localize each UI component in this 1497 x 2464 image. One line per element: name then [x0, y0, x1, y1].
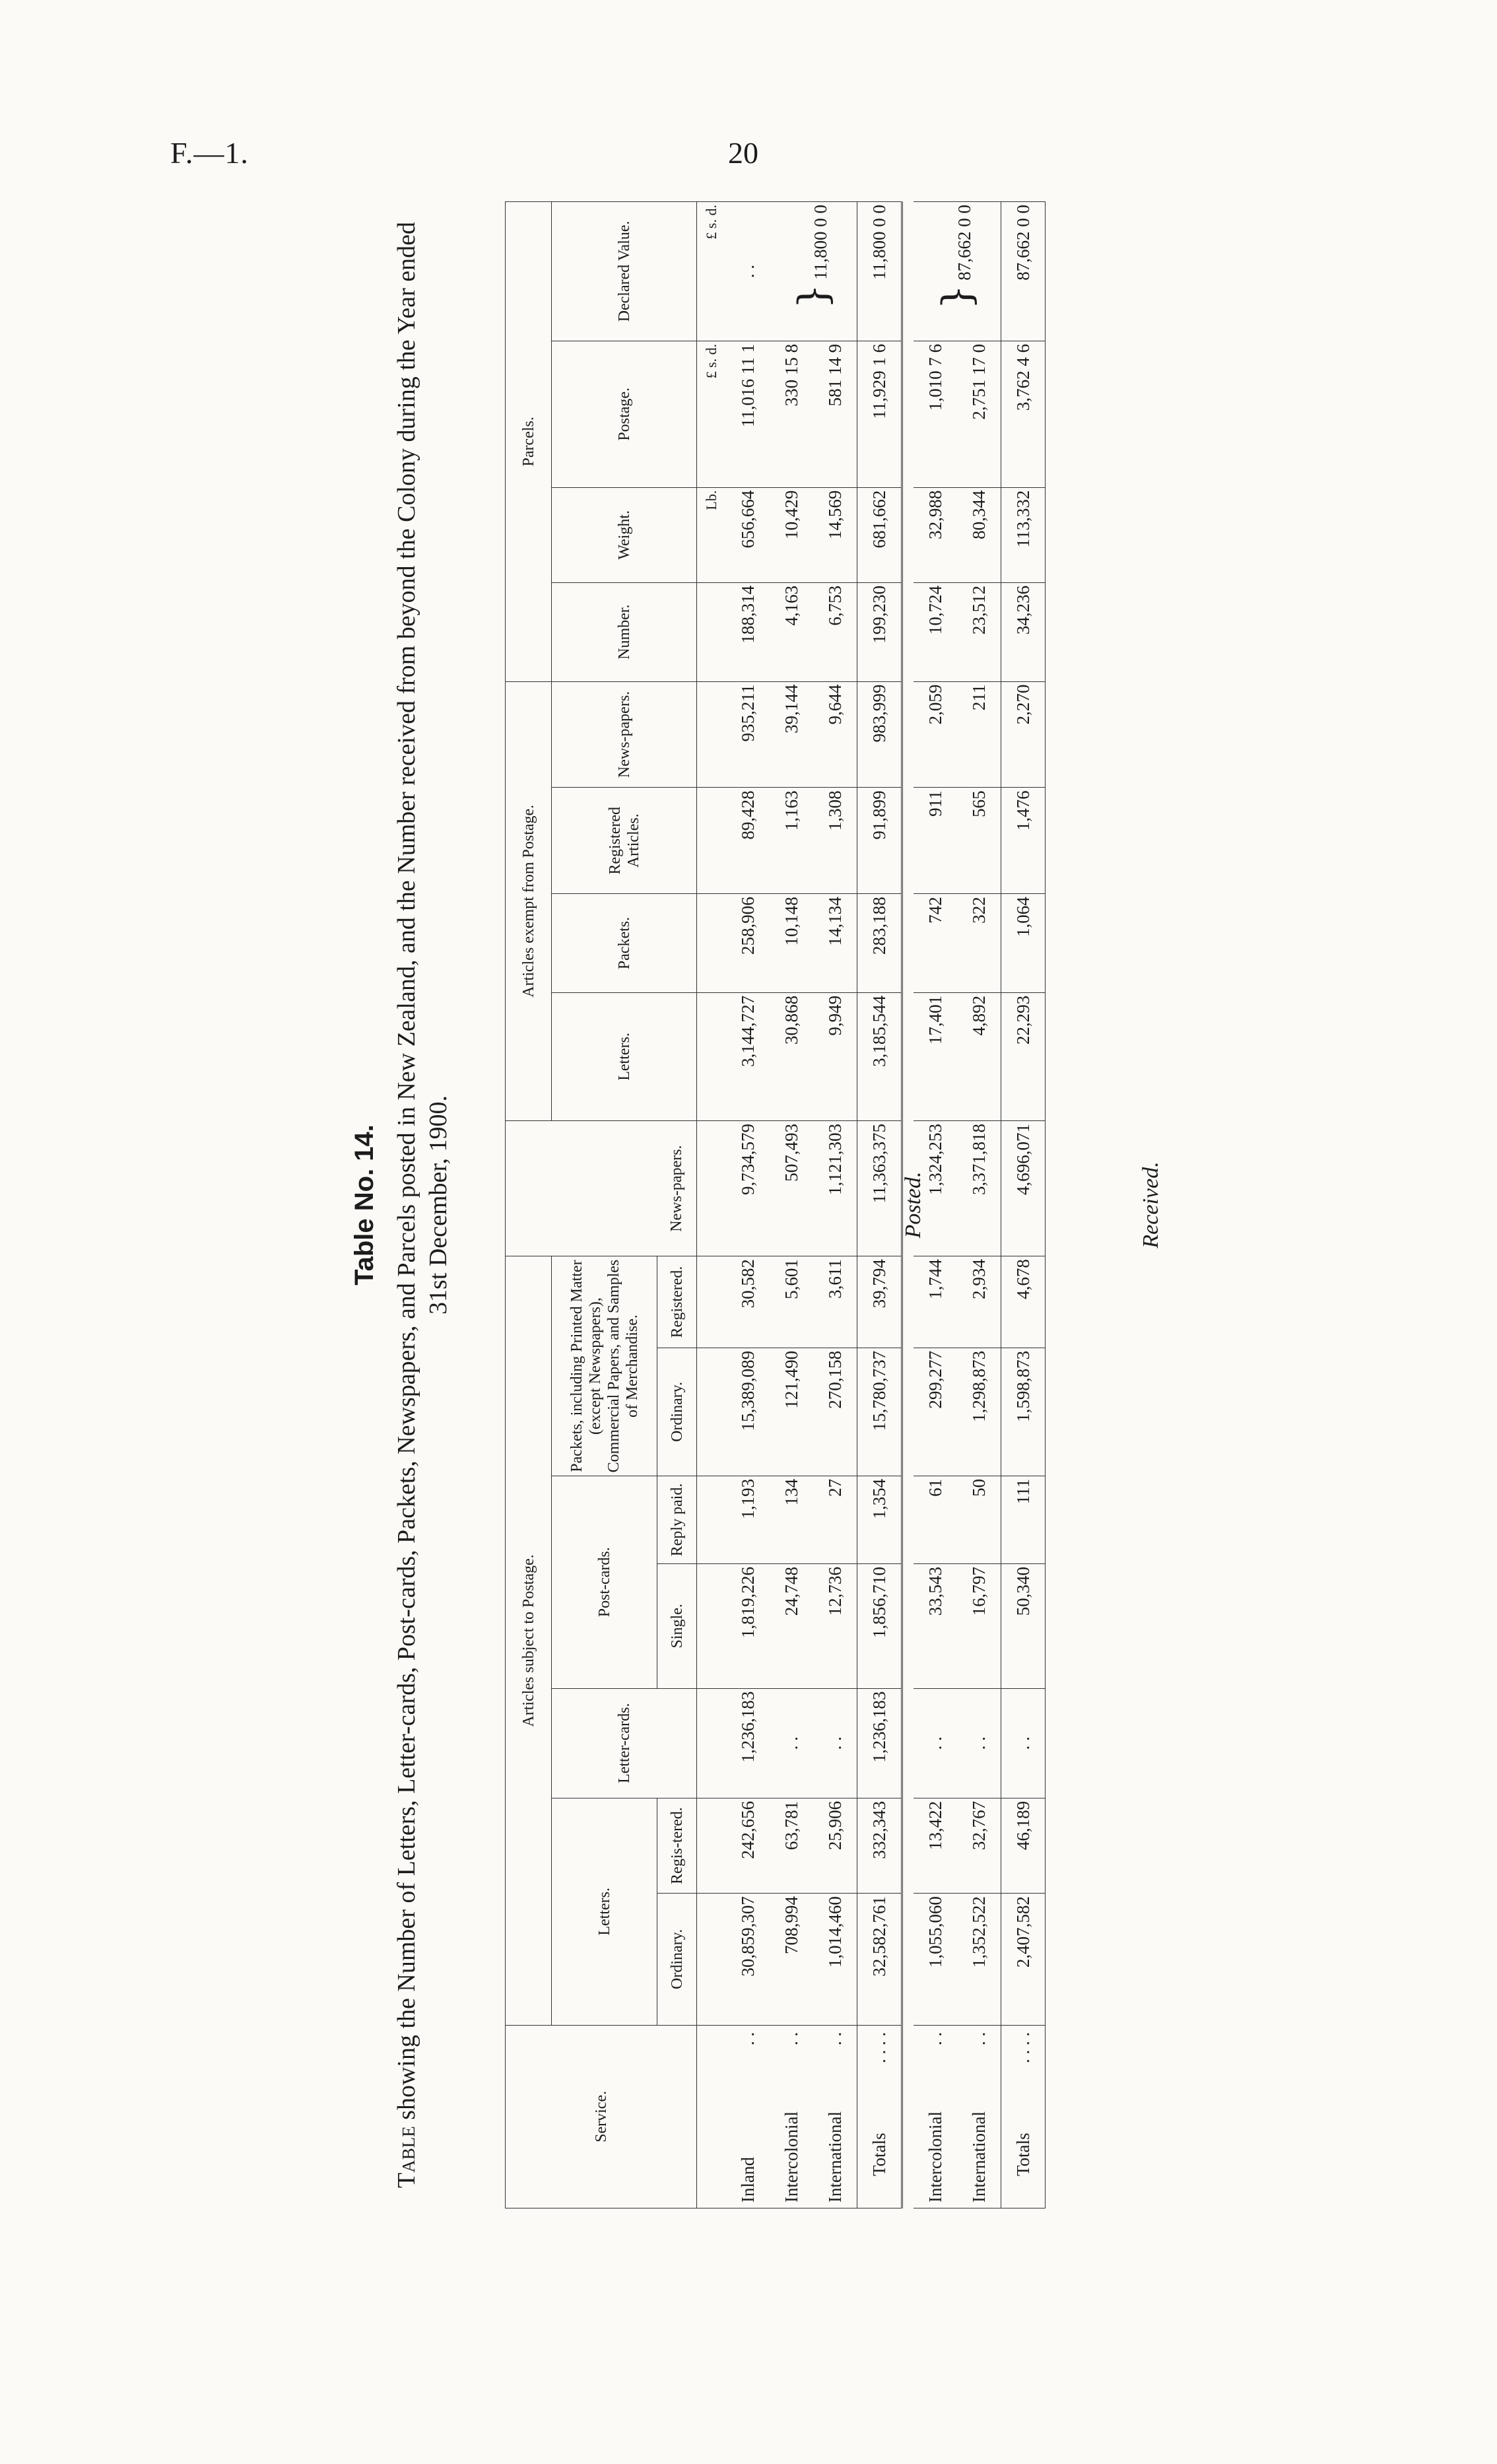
cell: 13,422 [914, 1798, 957, 1893]
cell: 2,407,582 [1001, 1894, 1046, 2026]
table-row [726, 202, 770, 2208]
totals-row [1001, 202, 1046, 2208]
service-name: International . . [813, 2025, 857, 2208]
table-title [391, 201, 454, 2208]
header-parcel-postage: Postage. [552, 341, 697, 487]
cell: 4,696,071 [1001, 1121, 1046, 1256]
cell: 32,767 [957, 1798, 1001, 1893]
cell: 2,059 [914, 681, 957, 788]
cell: 199,230 [857, 582, 902, 681]
cell: 9,644 [813, 681, 857, 788]
cell: 113,332 [1001, 487, 1046, 582]
header-packets-registered: Registered. [657, 1256, 697, 1348]
cell: 11,363,375 [857, 1121, 902, 1256]
table-row [770, 202, 813, 2208]
cell: 1,352,522 [957, 1894, 1001, 2026]
table-title-rest: showing the Number of Letters, Letter-cards, Post-cards, Packets, Newspapers, and Parcels posted in New Zealand, and the Number received from beyond the Colony during the Year ended 31st December, 1900. [393, 222, 452, 2120]
cell: 5,601 [770, 1256, 813, 1348]
declared-value-combined: }11,800 0 0 [770, 202, 857, 341]
cell: 4,892 [957, 992, 1001, 1120]
cell: 581 14 9 [813, 341, 857, 487]
header-letters: Letters. [552, 1798, 657, 2025]
cell: 39,144 [770, 681, 813, 788]
header-parcel-number: Number. [552, 582, 697, 681]
cell: 15,389,089 [726, 1348, 770, 1476]
cell: 507,493 [770, 1121, 813, 1256]
header-postcards-single: Single. [657, 1564, 697, 1689]
header-ex-newspapers: News-papers. [552, 681, 697, 788]
cell: 565 [957, 788, 1001, 894]
units-row [697, 202, 727, 2208]
cell: 1,236,183 [857, 1688, 902, 1798]
cell: 188,314 [726, 582, 770, 681]
cell: 11,800 0 0 [857, 202, 902, 341]
table-title-lead: Table [393, 2126, 420, 2189]
cell: 332,343 [857, 1798, 902, 1893]
cell: 39,794 [857, 1256, 902, 1348]
cell: 283,188 [857, 894, 902, 993]
header-letter-cards: Letter-cards. [552, 1688, 697, 1798]
table-row [813, 202, 857, 2208]
cell: 1,819,226 [726, 1564, 770, 1689]
cell: 1,010 7 6 [914, 341, 957, 487]
cell: 4,678 [1001, 1256, 1046, 1348]
cell: 1,598,873 [1001, 1348, 1046, 1476]
cell: 30,868 [770, 992, 813, 1120]
cell: 1,298,873 [957, 1348, 1001, 1476]
header-ex-letters: Letters. [552, 992, 697, 1120]
cell: 10,429 [770, 487, 813, 582]
declared-value-combined: }87,662 0 0 [914, 202, 1001, 341]
cell: 14,134 [813, 894, 857, 993]
page-identifier: F.—1. [170, 136, 249, 170]
cell: 17,401 [914, 992, 957, 1120]
service-name: Intercolonial . . [770, 2025, 813, 2208]
header-post-cards: Post-cards. [552, 1476, 657, 1688]
header-postcards-reply: Reply paid. [657, 1476, 697, 1563]
cell: 1,064 [1001, 894, 1046, 993]
rotated-table-area [350, 201, 1300, 2208]
cell: 134 [770, 1476, 813, 1563]
cell: 1,193 [726, 1476, 770, 1563]
header-spacer [506, 1121, 657, 1256]
cell: 25,906 [813, 1798, 857, 1893]
cell: 242,656 [726, 1798, 770, 1893]
cell: 1,121,303 [813, 1121, 857, 1256]
cell: 30,582 [726, 1256, 770, 1348]
header-parcel-declared: Declared Value. [552, 202, 697, 341]
cell: 32,988 [914, 487, 957, 582]
cell: 50,340 [1001, 1564, 1046, 1689]
cell: 12,736 [813, 1564, 857, 1689]
cell: 46,189 [1001, 1798, 1046, 1893]
cell: 24,748 [770, 1564, 813, 1689]
cell: 330 15 8 [770, 341, 813, 487]
service-name: Inland . . [726, 2025, 770, 2208]
cell: 16,797 [957, 1564, 1001, 1689]
cell: 4,163 [770, 582, 813, 681]
section-label-posted: Posted. [901, 1171, 925, 1239]
cell: 1,744 [914, 1256, 957, 1348]
cell: 111 [1001, 1476, 1046, 1563]
header-exempt-group: Articles exempt from Postage. [506, 681, 552, 1120]
cell: 322 [957, 894, 1001, 993]
cell: 34,236 [1001, 582, 1046, 681]
cell: 30,859,307 [726, 1894, 770, 2026]
cell: . . [957, 1688, 1001, 1798]
cell: 1,236,183 [726, 1688, 770, 1798]
cell: 32,582,761 [857, 1894, 902, 2026]
cell: 63,781 [770, 1798, 813, 1893]
header-packets-ordinary: Ordinary. [657, 1348, 697, 1476]
cell: 89,428 [726, 788, 770, 894]
cell: 87,662 0 0 [1001, 202, 1046, 341]
unit-weight: Lb. [697, 487, 727, 582]
cell: 27 [813, 1476, 857, 1563]
cell: 3,185,544 [857, 992, 902, 1120]
unit-postage: £ s. d. [697, 341, 727, 487]
cell: 3,611 [813, 1256, 857, 1348]
cell: 1,308 [813, 788, 857, 894]
cell: 681,662 [857, 487, 902, 582]
cell: 1,055,060 [914, 1894, 957, 2026]
header-letters-registered: Regis-tered. [657, 1798, 697, 1893]
service-name: International . . [957, 2025, 1001, 2208]
header-letters-ordinary: Ordinary. [657, 1894, 697, 2026]
cell: . . [813, 1688, 857, 1798]
cell: 11,016 11 1 [726, 341, 770, 487]
cell: . . [726, 202, 770, 341]
cell: 983,999 [857, 681, 902, 788]
cell: 3,762 4 6 [1001, 341, 1046, 487]
page-number: 20 [728, 136, 758, 170]
unit-declared: £ s. d. [697, 202, 727, 341]
header-ex-packets: Packets. [552, 894, 697, 993]
cell: . . [770, 1688, 813, 1798]
cell: 935,211 [726, 681, 770, 788]
cell: 80,344 [957, 487, 1001, 582]
cell: 708,994 [770, 1894, 813, 2026]
cell: 1,476 [1001, 788, 1046, 894]
cell: 22,293 [1001, 992, 1046, 1120]
cell: 14,569 [813, 487, 857, 582]
cell: 1,163 [770, 788, 813, 894]
cell: 911 [914, 788, 957, 894]
cell: . . [914, 1688, 957, 1798]
cell: 211 [957, 681, 1001, 788]
header-packets: Packets, including Printed Matter (except Newspapers), Commercial Papers, and Samples of Merchandise. [552, 1256, 657, 1476]
cell: 121,490 [770, 1348, 813, 1476]
totals-row [857, 202, 902, 2208]
section-label-received: Received. [1139, 1161, 1163, 1249]
cell: 10,724 [914, 582, 957, 681]
cell: 6,753 [813, 582, 857, 681]
cell: 3,144,727 [726, 992, 770, 1120]
cell: 2,270 [1001, 681, 1046, 788]
cell: 299,277 [914, 1348, 957, 1476]
service-name: Totals . . . . [857, 2025, 902, 2208]
cell: 742 [914, 894, 957, 993]
statistics-table [505, 201, 1046, 2208]
cell: 9,949 [813, 992, 857, 1120]
cell: 1,324,253 [914, 1121, 957, 1256]
service-name: Intercolonial . . [914, 2025, 957, 2208]
cell: 91,899 [857, 788, 902, 894]
service-name: Totals . . . . [1001, 2025, 1046, 2208]
table-label: Table No. 14. [350, 1124, 379, 1285]
cell: 3,371,818 [957, 1121, 1001, 1256]
cell: 2,751 17 0 [957, 341, 1001, 487]
cell: 270,158 [813, 1348, 857, 1476]
cell: 15,780,737 [857, 1348, 902, 1476]
header-parcels-group: Parcels. [506, 202, 552, 682]
cell: 2,934 [957, 1256, 1001, 1348]
cell: 33,543 [914, 1564, 957, 1689]
header-subject-group: Articles subject to Postage. [506, 1256, 552, 2026]
header-service: Service. [506, 2025, 697, 2208]
header-newspapers: News-papers. [657, 1121, 697, 1256]
table-row [957, 202, 1001, 2208]
header-parcel-weight: Weight. [552, 487, 697, 582]
cell: 10,148 [770, 894, 813, 993]
cell: 11,929 1 6 [857, 341, 902, 487]
header-ex-registered: Registered Articles. [552, 788, 697, 894]
cell: 258,906 [726, 894, 770, 993]
cell: . . [1001, 1688, 1046, 1798]
cell: 1,354 [857, 1476, 902, 1563]
cell: 9,734,579 [726, 1121, 770, 1256]
cell: 1,014,460 [813, 1894, 857, 2026]
cell: 656,664 [726, 487, 770, 582]
cell: 1,856,710 [857, 1564, 902, 1689]
cell: 61 [914, 1476, 957, 1563]
cell: 50 [957, 1476, 1001, 1563]
cell: 23,512 [957, 582, 1001, 681]
